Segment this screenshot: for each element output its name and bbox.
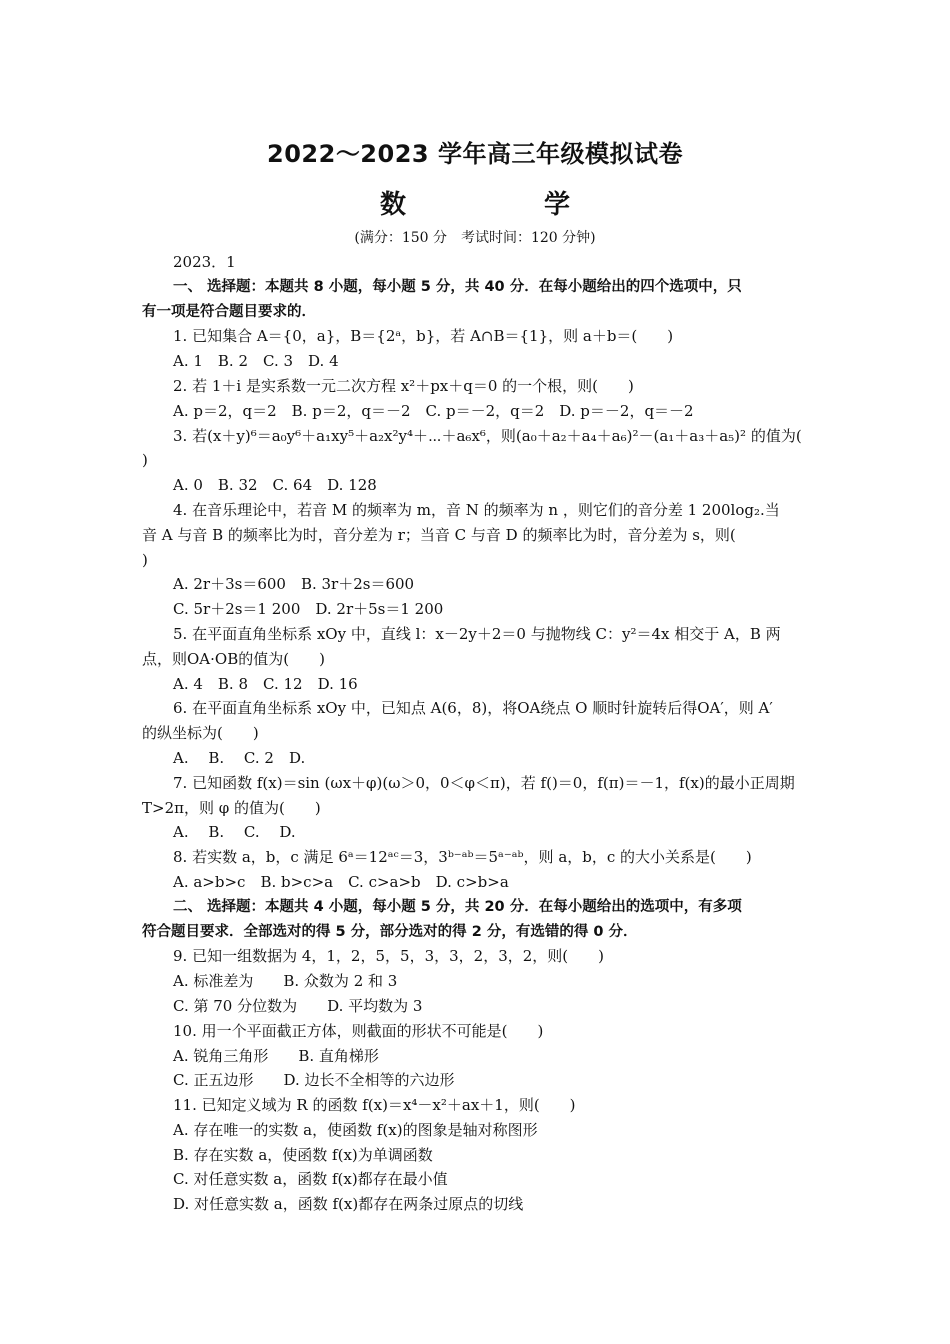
question-11-option-d: D. 对任意实数 a，函数 f(x)都存在两条过原点的切线 [173, 1195, 524, 1214]
question-4: 4. 在音乐理论中，若音 M 的频率为 m，音 N 的频率为 n ，则它们的音分差 1 200log₂.当 [173, 500, 780, 519]
question-9: 9. 已知一组数据为 4，1，2，5，5，3，3，2，3，2，则( ) [173, 947, 604, 966]
question-8-options: A. a>b>c B. b>c>a C. c>a>b D. c>b>a [173, 872, 509, 891]
question-1-options: A. 1 B. 2 C. 3 D. 4 [173, 352, 339, 371]
question-5-cont: 点，则OA·OB的值为( ) [142, 649, 325, 668]
question-3: 3. 若(x＋y)⁶＝a₀y⁶＋a₁xy⁵＋a₂x²y⁴＋⋯＋a₆x⁶，则(a₀＋a₂＋a₄＋a₆)²－(a₁＋a₃＋a₅)² 的值为( [173, 426, 802, 445]
question-11-option-a: A. 存在唯一的实数 a，使函数 f(x)的图象是轴对称图形 [173, 1120, 538, 1139]
question-11: 11. 已知定义域为 R 的函数 f(x)＝x⁴－x²＋ax＋1，则( ) [173, 1096, 576, 1115]
question-7-options: A. B. C. D. [173, 823, 301, 842]
question-7: 7. 已知函数 f(x)＝sin (ωx＋φ)(ω＞0，0＜φ＜π)，若 f()＝0，f(π)＝－1，f(x)的最小正周期 [173, 773, 795, 792]
question-11-option-b: B. 存在实数 a，使函数 f(x)为单调函数 [173, 1145, 433, 1164]
question-6: 6. 在平面直角坐标系 xOy 中，已知点 A(6，8)，将OA绕点 O 顺时针旋转后得OA′，则 A′ [173, 699, 773, 718]
question-8: 8. 若实数 a，b，c 满足 6ᵃ＝12ᵃᶜ＝3，3ᵇ⁻ᵃᵇ＝5ᵃ⁻ᵃᵇ，则 a，b，c 的大小关系是( ) [173, 848, 752, 867]
question-10-options-2: C. 正五边形 D. 边长不全相等的六边形 [173, 1071, 455, 1090]
question-5: 5. 在平面直角坐标系 xOy 中，直线 l：x－2y＋2＝0 与抛物线 C：y²＝4x 相交于 A，B 两 [173, 624, 781, 643]
question-7-cont: T>2π，则 φ 的值为( ) [142, 798, 321, 817]
question-9-options-1: A. 标准差为 B. 众数为 2 和 3 [173, 972, 398, 991]
question-11-option-c: C. 对任意实数 a，函数 f(x)都存在最小值 [173, 1170, 448, 1189]
exam-date: 2023．1 [173, 253, 236, 271]
question-6-options: A. B. C. 2 D. [173, 748, 310, 767]
question-3-options: A. 0 B. 32 C. 64 D. 128 [173, 476, 377, 495]
question-2: 2. 若 1＋i 是实系数一元二次方程 x²＋px＋q＝0 的一个根，则( ) [173, 376, 634, 395]
question-5-options: A. 4 B. 8 C. 12 D. 16 [173, 674, 358, 693]
section-2-heading: 二、 选择题：本题共 4 小题，每小题 5 分，共 20 分．在每小题给出的选项中，有多项 [173, 898, 742, 915]
question-4-options-1: A. 2r＋3s＝600 B. 3r＋2s＝600 [173, 575, 415, 594]
question-10-options-1: A. 锐角三角形 B. 直角梯形 [173, 1046, 379, 1065]
question-4-options-2: C. 5r＋2s＝1 200 D. 2r＋5s＝1 200 [173, 600, 444, 619]
section-1-heading-cont: 有一项是符合题目要求的． [142, 303, 316, 320]
question-6-cont: 的纵坐标为( ) [142, 724, 259, 743]
exam-meta: (满分：150 分 考试时间：120 分钟) [354, 230, 596, 246]
question-2-options: A. p＝2，q＝2 B. p＝2，q＝－2 C. p＝－2，q＝2 D. p＝－2，q＝－2 [173, 401, 694, 420]
exam-body [142, 250, 812, 1217]
question-4-cont: 音 A 与音 B 的频率比为时，音分差为 r；当音 C 与音 D 的频率比为时，音分差为 s，则( [142, 525, 736, 544]
question-3-cont: ) [142, 451, 148, 470]
question-4-cont2: ) [142, 550, 148, 569]
section-1-heading: 一、 选择题：本题共 8 小题，每小题 5 分，共 40 分．在每小题给出的四个选项中，只 [173, 278, 742, 295]
exam-title: 2022～2023 学年高三年级模拟试卷 [267, 140, 683, 168]
section-2-heading-cont: 符合题目要求．全部选对的得 5 分，部分选对的得 2 分，有选错的得 0 分． [142, 923, 638, 940]
question-1: 1. 已知集合 A＝{0，a}，B＝{2ᵃ，b}，若 A∩B＝{1}，则 a＋b＝( ) [173, 327, 674, 346]
question-10: 10. 用一个平面截正方体，则截面的形状不可能是( ) [173, 1021, 544, 1040]
subject-title: 数 学 [379, 190, 626, 220]
question-9-options-2: C. 第 70 分位数为 D. 平均数为 3 [173, 996, 423, 1015]
